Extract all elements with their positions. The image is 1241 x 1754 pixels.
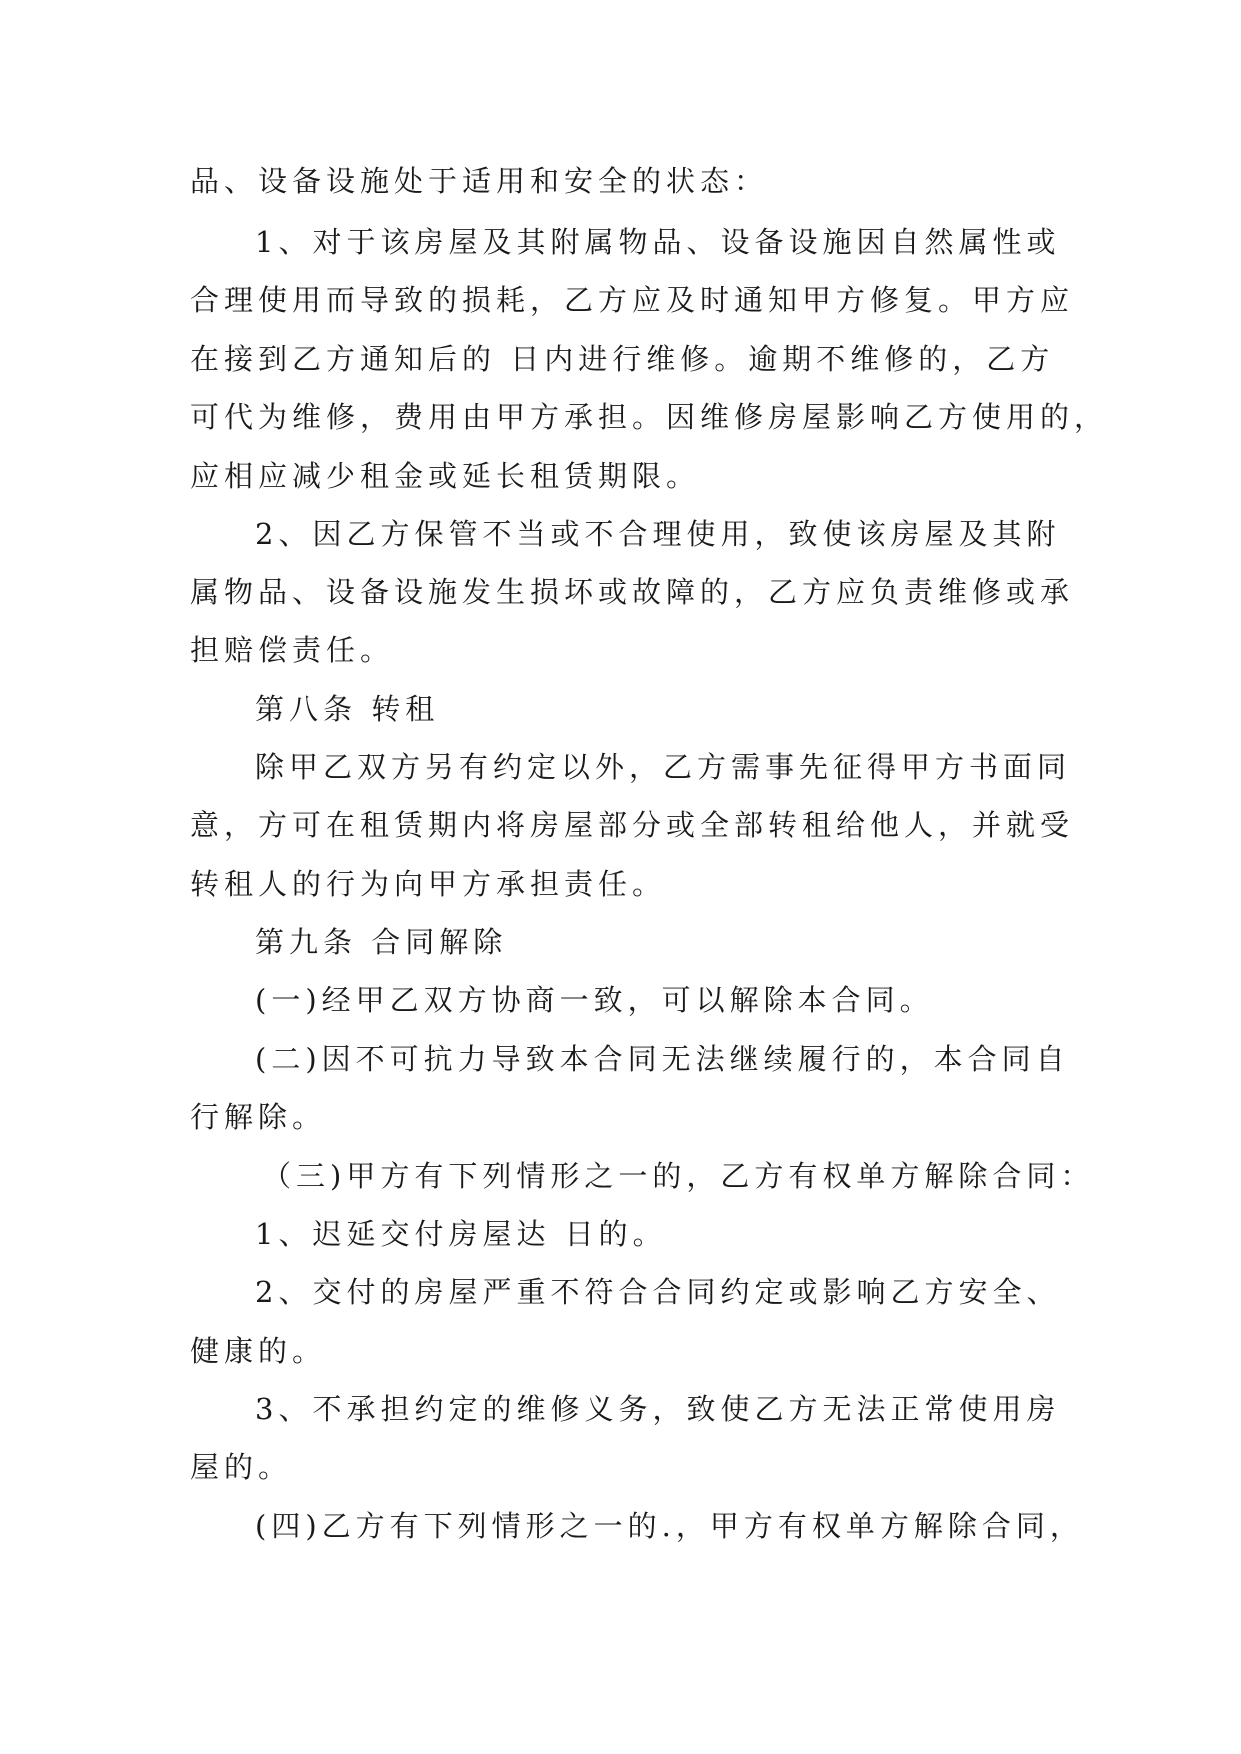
text-line: (二)因不可抗力导致本合同无法继续履行的，本合同自 xyxy=(255,1042,1070,1076)
text-line: (一)经甲乙双方协商一致，可以解除本合同。 xyxy=(255,983,934,1017)
text-line: 在接到乙方通知后的 日内进行维修。逾期不维修的，乙方 xyxy=(190,342,1055,376)
text-line: 2、因乙方保管不当或不合理使用，致使该房屋及其附 xyxy=(255,517,1061,551)
text-line: 3、不承担约定的维修义务，致使乙方无法正常使用房 xyxy=(255,1392,1061,1426)
text-line: 应相应减少租金或延长租赁期限。 xyxy=(190,459,701,493)
text-line: 合理使用而导致的损耗，乙方应及时通知甲方修复。甲方应 xyxy=(190,283,1075,317)
text-line: 1、迟延交付房屋达 日的。 xyxy=(255,1217,667,1251)
text-line: 可代为维修，费用由甲方承担。因维修房屋影响乙方使用的， xyxy=(190,400,1109,434)
text-line: （三)甲方有下列情形之一的，乙方有权单方解除合同： xyxy=(262,1159,1095,1193)
section-heading: 第八条 转租 xyxy=(255,692,440,726)
text-line: 品、设备设施处于适用和安全的状态： xyxy=(190,164,769,198)
text-line: 2、交付的房屋严重不符合合同约定或影响乙方安全、 xyxy=(255,1275,1061,1309)
text-line: 属物品、设备设施发生损坏或故障的，乙方应负责维修或承 xyxy=(190,575,1075,609)
text-line: 转租人的行为向甲方承担责任。 xyxy=(190,867,667,901)
text-line: 除甲乙双方另有约定以外，乙方需事先征得甲方书面同 xyxy=(255,750,1072,784)
text-line: 行解除。 xyxy=(190,1100,327,1134)
text-line: 屋的。 xyxy=(190,1450,293,1484)
text-line: 意，方可在租赁期内将房屋部分或全部转租给他人，并就受 xyxy=(190,808,1075,842)
section-heading: 第九条 合同解除 xyxy=(255,925,508,959)
text-line: 1、对于该房屋及其附属物品、设备设施因自然属性或 xyxy=(255,225,1061,259)
text-line: 健康的。 xyxy=(190,1334,327,1368)
text-line: (四)乙方有下列情形之一的.，甲方有权单方解除合同， xyxy=(255,1509,1084,1543)
text-line: 担赔偿责任。 xyxy=(190,633,395,667)
